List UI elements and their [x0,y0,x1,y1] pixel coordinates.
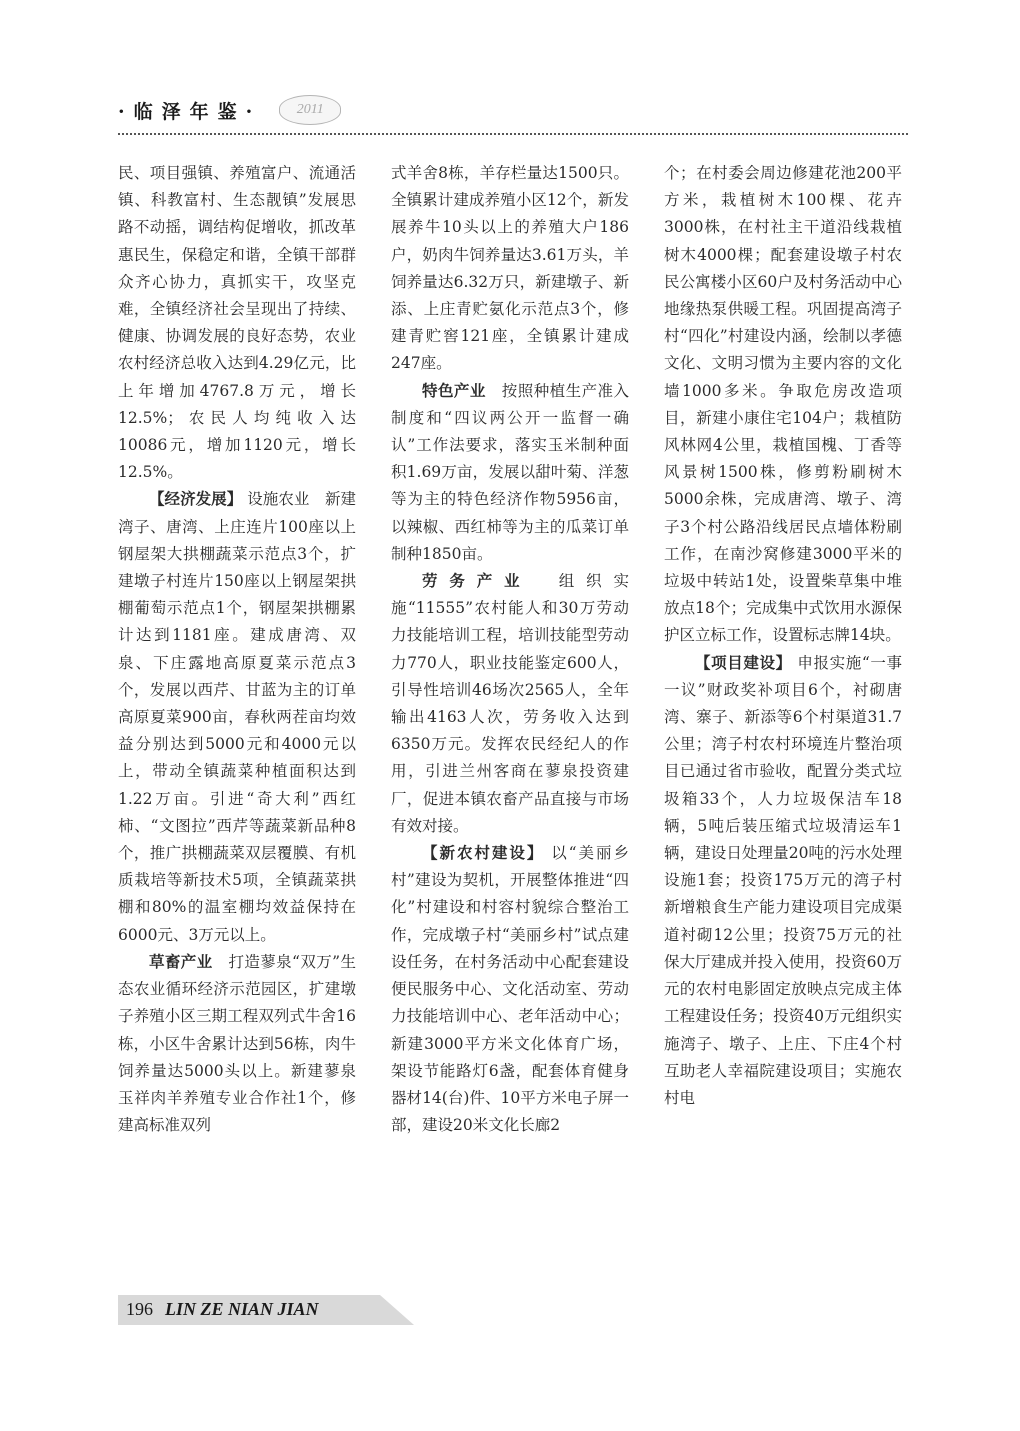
paragraph: 草畜产业 打造蓼泉“双万”生态农业循环经济示范园区，扩建墩子养殖小区三期工程双列式牛舍16栋，小区牛舍累计达到56栋，肉牛饲养量达5000头以上。新建蓼泉玉祥肉羊养殖专业合作社1个，修建高标准双列 [118,952,356,1135]
section-heading: 【经济发展】 [149,490,243,509]
paragraph: 【新农村建设】 以“美丽乡村”建设为契机，开展整体推进“四化”村建设和村容村貌综合整治工作，完成墩子村“美丽乡村”试点建设任务，在村务活动中心配套建设便民服务中心、文化活动室、劳动力技能培训中心、老年活动中心；新建3000平方米文化体育广场，架设节能路灯6盏，配套体育健身器材14(台)件、10平方米电子屏一部，建设20米文化长廊2 [391,844,629,1135]
section-heading: 【新农村建设】 [422,844,545,863]
paragraph: 个；在村委会周边修建花池200平方米，栽植树木100棵、花卉3000株，在村社主干道沿线栽植树木4000棵；配套建设墩子村农民公寓楼小区60户及村务活动中心地缘热泵供暖工程。巩固提高湾子村“四化”村建设内涵，绘制以孝德文化、文明习惯为主要内容的文化墙1000多米。争取危房改造项目，新建小康住宅104户；栽植防风林网4公里，栽植国槐、丁香等风景树1500株，修剪粉刷树木5000余株，完成唐湾、墩子、湾子3个村公路沿线居民点墙体粉刷工作，在南沙窝修建3000平米的垃圾中转站1处，设置柴草集中堆放点18个；完成集中式饮用水源保护区立标工作，设置标志牌14块。 [664,164,902,645]
year-logo: 2011 [279,95,341,125]
page-footer [118,1295,414,1325]
page-number: 196 [126,1299,153,1319]
paragraph: 劳务产业 组织实施“11555”农村能人和30万劳动力技能培训工程，培训技能型劳动力770人，职业技能鉴定600人，引导性培训46场次2565人，全年输出4163人次，劳务收入达到6350万元。发挥农民经纪人的作用，引进兰州客商在蓼泉投资建厂，促进本镇农畜产品直接与市场有效对接。 [391,572,629,835]
footer-text [126,1299,319,1320]
text-column-3 [664,160,902,1112]
paragraph: 式羊舍8栋，羊存栏量达1500只。全镇累计建成养殖小区12个，新发展养牛10头以上的养殖大户186户，奶肉牛饲养量达3.61万头，羊饲养量达6.32万只，新建墩子、新添、上庄青贮氨化示范点3个，修建青贮窖121座，全镇累计建成247座。 [391,164,629,373]
paragraph: 民、项目强镇、养殖富户、流通活镇、科教富村、生态靓镇”发展思路不动摇，调结构促增收，抓改革惠民生，保稳定和谐，全镇干部群众齐心协力，真抓实干，攻坚克难，全镇经济社会呈现出了持续、健康、协调发展的良好态势，农业农村经济总收入达到4.29亿元，比上年增加4767.8万元，增长12.5%；农民人均纯收入达10086元，增加1120元，增长12.5%。 [118,164,356,482]
section-heading: 特色产业 [422,381,486,400]
paragraph: 【经济发展】 设施农业 新建湾子、唐湾、上庄连片100座以上钢屋架大拱棚蔬菜示范点3个，扩建墩子村连片150座以上钢屋架拱棚葡萄示范点1个，钢屋架拱棚累计达到1181座。建成唐湾、双泉、下庄露地高原夏菜示范点3个，发展以西芹、甘蓝为主的订单高原夏菜900亩，春秋两茬亩均效益分别达到5000元和4000元以上，带动全镇蔬菜种植面积达到1.22万亩。引进“奇大利”西红柿、“文图拉”西芹等蔬菜新品种8个，推广拱棚蔬菜双层覆膜、有机质栽培等新技术5项，全镇蔬菜拱棚和80%的温室棚均效益保持在6000元、3万元以上。 [118,490,356,944]
footer-brand: LIN ZE NIAN JIAN [165,1299,319,1319]
section-heading: 劳务产业 [422,572,532,591]
header-dotted-rule [118,133,908,135]
section-heading: 【项目建设】 [695,653,792,672]
section-heading: 草畜产业 [149,952,213,971]
yearbook-title: ·临泽年鉴· [118,100,262,123]
paragraph: 【项目建设】 申报实施“一事一议”财政奖补项目6个，衬砌唐湾、寨子、新添等6个村渠道31.7公里；湾子村农村环境连片整治项目已通过省市验收，配置分类式垃圾箱33个，人力垃圾保洁车18辆，5吨后装压缩式垃圾清运车1辆，建设日处理量20吨的污水处理设施1套；投资175万元的湾子村新增粮食生产能力建设项目完成渠道衬砌12公里；投资75万元的社保大厅建成并投入使用，投资60万元的农村电影固定放映点完成主体工程建设任务；投资40万元组织实施湾子、墩子、上庄、下庄4个村互助老人幸福院建设项目；实施农村电 [664,653,902,1107]
text-column-2 [391,160,629,1139]
paragraph: 特色产业 按照种植生产准入制度和“四议两公开一监督一确认”工作法要求，落实玉米制种面积1.69万亩，发展以甜叶菊、洋葱等为主的特色经济作物5956亩，以辣椒、西红柿等为主的瓜菜订单制种1850亩。 [391,381,629,563]
running-header [118,92,341,128]
text-column-1 [118,160,356,1139]
